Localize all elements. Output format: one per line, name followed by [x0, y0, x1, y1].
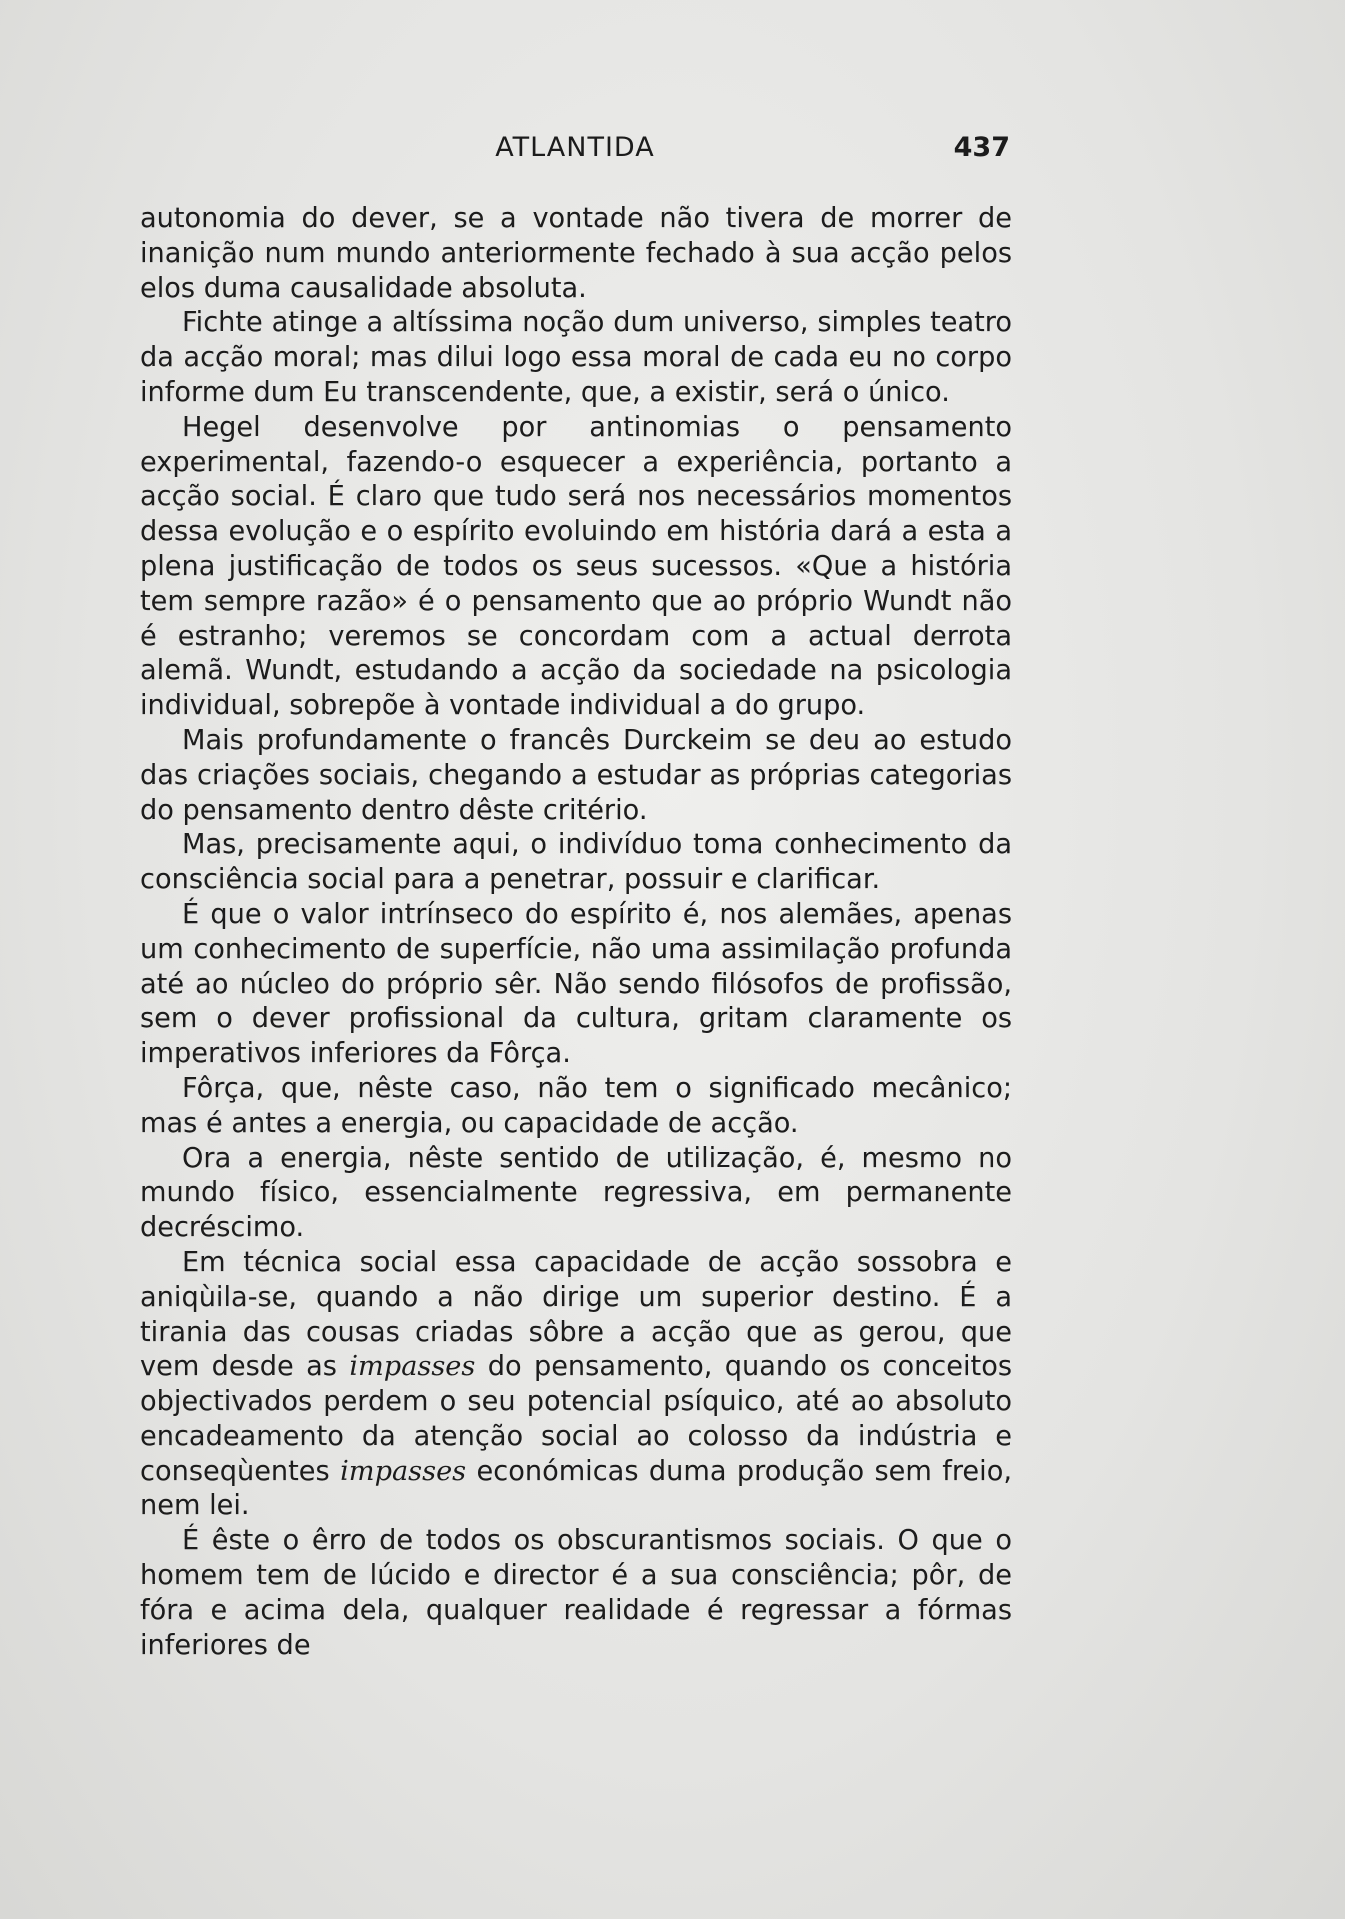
paragraph-text: Hegel desenvolve por antinomias o pensamento experimental, fazendo-o esquecer a experiência, portanto a acção social. É claro que tudo será nos necessários momentos dessa evolução e o espírito evoluindo em história dará a esta a plena justificação de todos os seus sucessos. «Que a história tem sempre razão» é o pensamento que ao próprio Wundt não é estranho; veremos se concordam com a actual derrota alemã. Wundt, estudando a acção da sociedade na psicologia individual, sobrepõe à vontade individual a do grupo. [140, 411, 1012, 722]
italic-term: impasses [349, 1351, 476, 1383]
paragraph-tecnica-social [140, 1246, 1012, 1524]
page-number: 437 [953, 132, 1010, 163]
page-header [140, 132, 1010, 172]
paragraph-forca [140, 1072, 1012, 1142]
paragraph-hegel [140, 411, 1012, 724]
paragraph-text: Ora a energia, nêste sentido de utilização, é, mesmo no mundo físico, essencialmente regressiva, em permanente decréscimo. [140, 1142, 1012, 1244]
paragraph-text: económicas duma produção sem freio, nem lei. [140, 1455, 1012, 1522]
paragraph-text: Em técnica social essa capacidade de acção sossobra e aniqùila-se, quando a não dirige um superior destino. É a tirania das cousas criadas sôbre a acção que as gerou, que vem desde as [140, 1246, 1012, 1383]
body-text [140, 202, 1012, 1663]
paragraph-text: Mais profundamente o francês Durckeim se deu ao estudo das criações sociais, chegando a estudar as próprias categorias do pensamento dentro dêste critério. [140, 724, 1012, 826]
italic-term: impasses [340, 1455, 467, 1487]
paragraph-continuation [140, 202, 1012, 306]
paragraph-energia [140, 1142, 1012, 1246]
paragraph-text: autonomia do dever, se a vontade não tivera de morrer de inanição num mundo anteriormente fechado à sua acção pelos elos duma causalidade absoluta. [140, 203, 1012, 304]
running-head: ATLANTIDA [495, 132, 655, 163]
paragraph-text: do pensamento, quando os conceitos objectivados perdem o seu potencial psíquico, até ao absoluto encadeamento da atenção social ao colosso da indústria e conseqùentes [140, 1351, 1012, 1487]
paragraph-text: Fôrça, que, nêste caso, não tem o significado mecânico; mas é antes a energia, ou capacidade de acção. [140, 1072, 1012, 1139]
paragraph-text: É êste o êrro de todos os obscurantismos sociais. O que o homem tem de lúcido e director é a sua consciência; pôr, de fóra e acima dela, qualquer realidade é regressar a fórmas inferiores de [140, 1525, 1012, 1661]
paragraph-text: Fichte atinge a altíssima noção dum universo, simples teatro da acção moral; mas dilui logo essa moral de cada eu no corpo informe dum Eu transcendente, que, a existir, será o único. [140, 307, 1012, 408]
paragraph-durckeim [140, 724, 1012, 828]
paragraph-fichte [140, 306, 1012, 410]
paragraph-valor-intrinseco [140, 898, 1012, 1072]
paragraph-obscurantismos [140, 1524, 1012, 1663]
paragraph-individuo [140, 828, 1012, 898]
paragraph-text: É que o valor intrínseco do espírito é, nos alemães, apenas um conhecimento de superfície, não uma assimilação profunda até ao núcleo do próprio sêr. Não sendo filósofos de profissão, sem o dever profissional da cultura, gritam claramente os imperativos inferiores da Fôrça. [140, 898, 1012, 1070]
paragraph-text: Mas, precisamente aqui, o indivíduo toma conhecimento da consciência social para a penetrar, possuir e clarificar. [140, 829, 1012, 896]
